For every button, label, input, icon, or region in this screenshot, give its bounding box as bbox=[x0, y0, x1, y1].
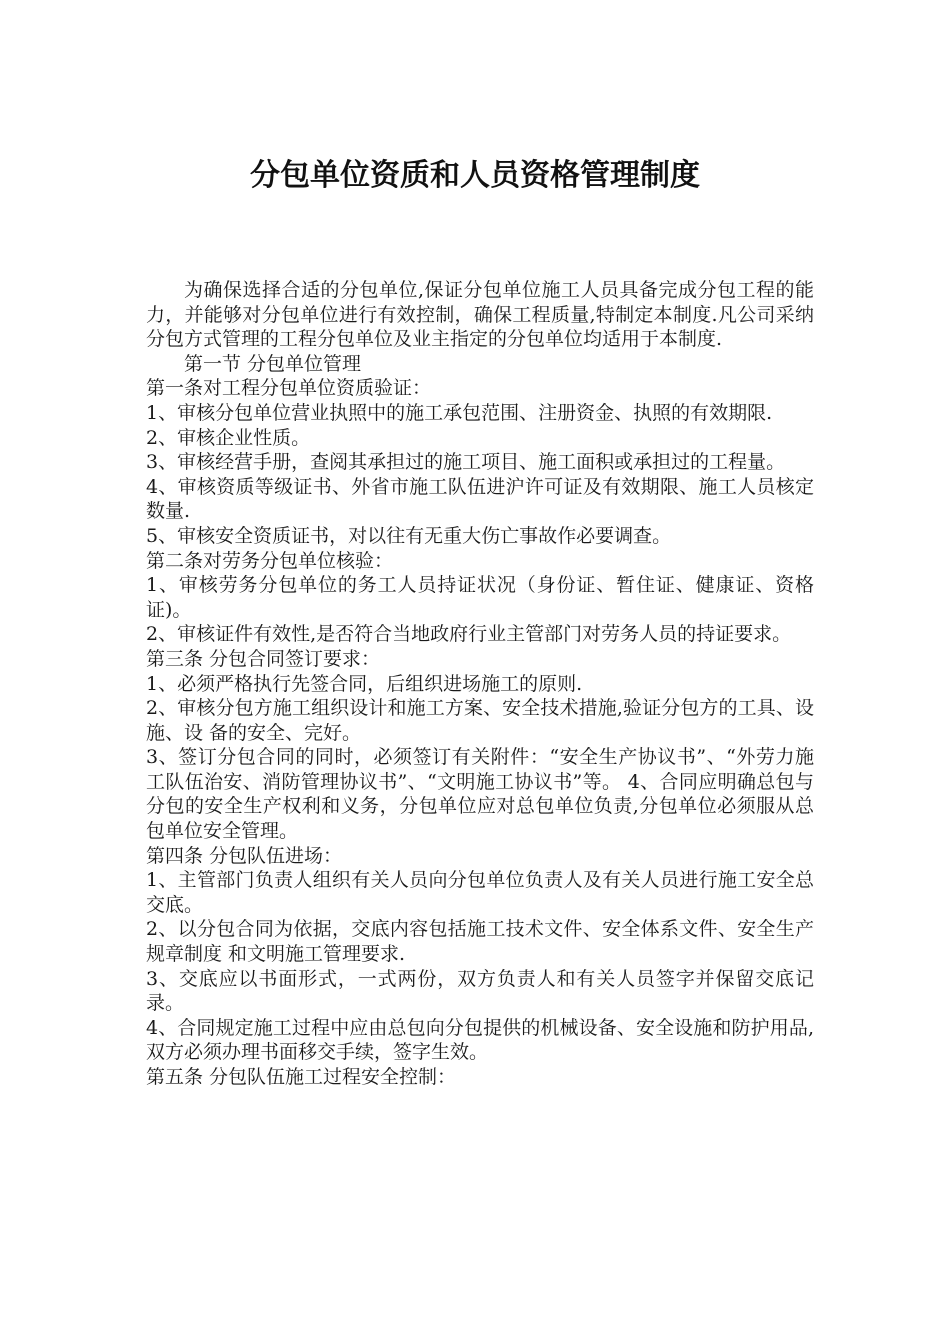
document-body bbox=[146, 278, 814, 1090]
article-heading: 第一条对工程分包单位资质验证： bbox=[146, 377, 432, 400]
article-item: 5、审核安全资质证书，对以往有无重大伤亡事故作必要调查。 bbox=[146, 524, 672, 547]
article-heading: 第二条对劳务分包单位核验： bbox=[146, 549, 394, 572]
article-item: 1、审核分包单位营业执照中的施工承包范围、注册资金、执照的有效期限. bbox=[146, 401, 773, 424]
article-item: 2、以分包合同为依据，交底内容包括施工技术文件、安全体系文件、安全生产规章制度 和文明施工管理要求. bbox=[146, 918, 814, 966]
document-title: 分包单位资质和人员资格管理制度 bbox=[250, 158, 700, 193]
article-item: 4、审核资质等级证书、外省市施工队伍进沪许可证及有效期限、施工人员核定数量. bbox=[146, 475, 814, 523]
article-item: 2、审核证件有效性,是否符合当地政府行业主管部门对劳务人员的持证要求。 bbox=[146, 623, 792, 646]
article-heading: 第三条 分包合同签订要求： bbox=[146, 647, 381, 670]
article-heading: 第五条 分包队伍施工过程安全控制： bbox=[146, 1066, 457, 1088]
article-heading: 第四条 分包队伍进场： bbox=[146, 844, 343, 867]
article-item: 1、主管部门负责人组织有关人员向分包单位负责人及有关人员进行施工安全总交底。 bbox=[146, 869, 814, 916]
article-item: 3、交底应以书面形式，一式两份，双方负责人和有关人员签字并保留交底记录。 bbox=[146, 967, 814, 1015]
article-item: 4、合同规定施工过程中应由总包向分包提供的机械设备、安全设施和防护用品,双方必须办理书面移交手续，签字生效。 bbox=[146, 1016, 814, 1064]
article-item: 3、审核经营手册，查阅其承担过的施工项目、施工面积或承担过的工程量。 bbox=[146, 451, 786, 474]
article-item: 2、审核分包方施工组织设计和施工方案、安全技术措施,验证分包方的工具、设施、设 备的安全、完好。 bbox=[146, 697, 814, 744]
article-item: 1、审核劳务分包单位的务工人员持证状况（身份证、暂住证、健康证、资格证)。 bbox=[146, 574, 814, 621]
article-item: 1、必须严格执行先签合同，后组织进场施工的原则. bbox=[146, 672, 583, 695]
article-item: 3、签订分包合同的同时，必须签订有关附件：“安全生产协议书”、“外劳力施工队伍治安、消防管理协议书”、“文明施工协议书”等。 4、合同应明确总包与分包的安全生产权利和义务，分包单位应对总包单位负责,分包单位必须服从总包单位安全管理。 bbox=[146, 746, 814, 843]
section-heading: 第一节 分包单位管理 bbox=[184, 352, 362, 375]
article-item: 2、审核企业性质。 bbox=[146, 426, 311, 449]
intro-paragraph: 为确保选择合适的分包单位,保证分包单位施工人员具备完成分包工程的能力，并能够对分包单位进行有效控制，确保工程质量,特制定本制度.凡公司采纳分包方式管理的工程分包单位及业主指定的分包单位均适用于本制度. bbox=[146, 279, 814, 351]
